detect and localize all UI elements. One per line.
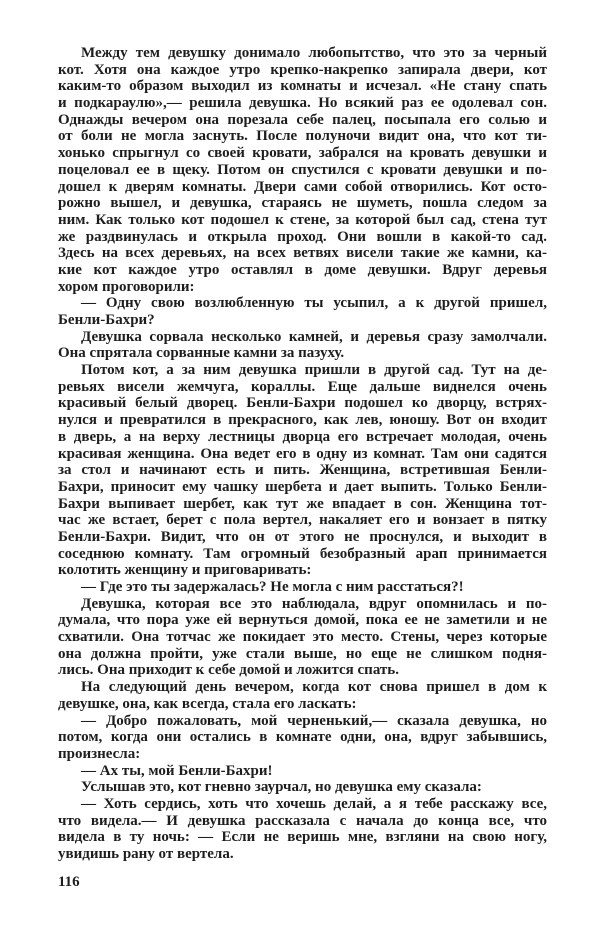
text-line: — Ах ты, мой Бенли-Бахри! — [81, 762, 273, 779]
text-line: Бахри выпивает шербет, как тут же впадает в сон. Женщина тот- — [58, 495, 547, 512]
text-line: каким-то образом выходил из комнаты и исчезал. «Не стану спать — [58, 78, 547, 95]
text-line: видела в ту ночь: — Если не веришь мне, взгляни на свою ногу, — [58, 829, 547, 846]
text-line: от боли не могла заснуть. После полуночи видит она, что кот ти- — [58, 128, 547, 145]
text-line: хонько спрыгнул со своей кровати, забрался на кровать девушки и — [58, 145, 547, 162]
text-line: думала, что пора уже ей вернуться домой, пока ее не заметили и не — [58, 612, 547, 629]
text-line: Услышав это, кот гневно заурчал, но девушка ему сказала: — [81, 779, 482, 796]
text-line: хором проговорили: — [58, 278, 195, 295]
text-line: за стол и начинают есть и пить. Женщина, встретившая Бенли- — [58, 462, 547, 479]
text-line: Девушка сорвала несколько камней, и деревья сразу замолчали. — [81, 328, 547, 345]
text-line: Она спрятала сорванные камни за пазуху. — [58, 345, 345, 362]
paragraph — [58, 45, 547, 295]
text-line: потом, когда они остались в комнате одни, она, вдруг забывшись, — [58, 729, 547, 746]
text-line: девушке, она, как всегда, стала его ласкать: — [58, 695, 357, 712]
paragraph — [58, 596, 547, 679]
text-line: же раздвинулась и открыла проход. Они вошли в какой-то сад. — [58, 228, 547, 245]
text-line: Девушка, которая все это наблюдала, вдруг опомнилась и по- — [81, 595, 547, 612]
paragraph — [58, 579, 547, 596]
text-line: рожно вышел, и девушка, стараясь не шуметь, пошла следом за — [58, 195, 547, 212]
paragraph — [58, 679, 547, 712]
text-line: увидишь рану от вертела. — [58, 846, 234, 862]
paragraph — [58, 796, 547, 863]
text-line: Бенли-Бахри. Видит, что он от этого не проснулся, и выходит в — [58, 528, 547, 545]
text-line: красивая женщина. Она ведет его в одну из комнат. Там они садятся — [58, 445, 547, 462]
text-line: в дверь, а на верху лестницы дворца его встречает молодая, очень — [58, 428, 547, 445]
paragraph — [58, 713, 547, 763]
text-line: дошел к дверям комнаты. Двери сами собой отворились. Кот осто- — [58, 178, 547, 195]
text-line: На следующий день вечером, когда кот снова пришел в дом к — [81, 679, 547, 696]
text-line: схватили. Она тотчас же покидает это место. Стены, через которые — [58, 629, 547, 646]
paragraph — [58, 295, 547, 328]
text-line: — Одну свою возлюбленную ты усыпил, а к другой пришел, — [81, 295, 547, 312]
text-line: Здесь на всех деревьях, на всех ветвях висели такие же камни, ка- — [58, 245, 547, 262]
text-line: красивый белый дворец. Бенли-Бахри подошел ко дворцу, встрях- — [58, 395, 547, 412]
text-line: Потом кот, а за ним девушка пришли в другой сад. Тут на де- — [81, 362, 547, 379]
paragraph — [58, 329, 547, 362]
text-line: ревьях висели жемчуга, кораллы. Еще дальше виднелся очень — [58, 378, 547, 395]
page-number: 116 — [58, 874, 80, 890]
text-line: колотить женщину и приговаривать: — [58, 562, 312, 579]
text-line: кот. Хотя она каждое утро крепко-накрепко запирала двери, кот — [58, 61, 547, 78]
text-line: произнесла: — [58, 745, 141, 762]
book-page-text — [58, 45, 547, 863]
text-line: Бенли-Бахри? — [58, 312, 155, 328]
paragraph — [58, 362, 547, 579]
text-line: соседнюю комнату. Там огромный безобразный арап принимается — [58, 545, 547, 562]
text-line: Между тем девушку донимало любопытство, что это за черный — [81, 45, 547, 61]
paragraph — [58, 763, 547, 780]
paragraph — [58, 779, 547, 796]
text-line: Бахри, приносит ему чашку шербета и дает выпить. Только Бенли- — [58, 478, 547, 495]
text-line: что видела.— И девушка рассказала с начала до конца все, что — [58, 812, 547, 829]
text-line: — Где это ты задержалась? Не могла с ним расстаться?! — [81, 579, 464, 595]
text-line: — Добро пожаловать, мой черненький,— сказала девушка, но — [81, 712, 547, 729]
text-line: она должна пройти, уже стали выше, но еще не слишком подня- — [58, 645, 547, 662]
text-line: кие кот каждое утро оставлял в доме девушки. Вдруг деревья — [58, 261, 547, 278]
text-line: час же встает, берет с пола вертел, накаляет его и вонзает в пятку — [58, 512, 547, 529]
text-line: — Хоть сердись, хоть что хочешь делай, а я тебе расскажу все, — [81, 795, 547, 812]
text-line: и подкараулю»,— решила девушка. Но всякий раз ее одолевал сон. — [58, 95, 547, 112]
text-line: поцеловал ее в щеку. Потом он спустился с кровати девушки и по- — [58, 161, 547, 178]
text-line: нулся и превратился в прекрасного, как лев, юношу. Вот он входит — [58, 412, 547, 429]
text-line: лись. Она приходит к себе домой и ложится спать. — [58, 662, 399, 679]
text-line: Однажды вечером она порезала себе палец, посыпала его солью и — [58, 111, 547, 128]
text-line: ним. Как только кот подошел к стене, за которой был сад, стена тут — [58, 211, 547, 228]
